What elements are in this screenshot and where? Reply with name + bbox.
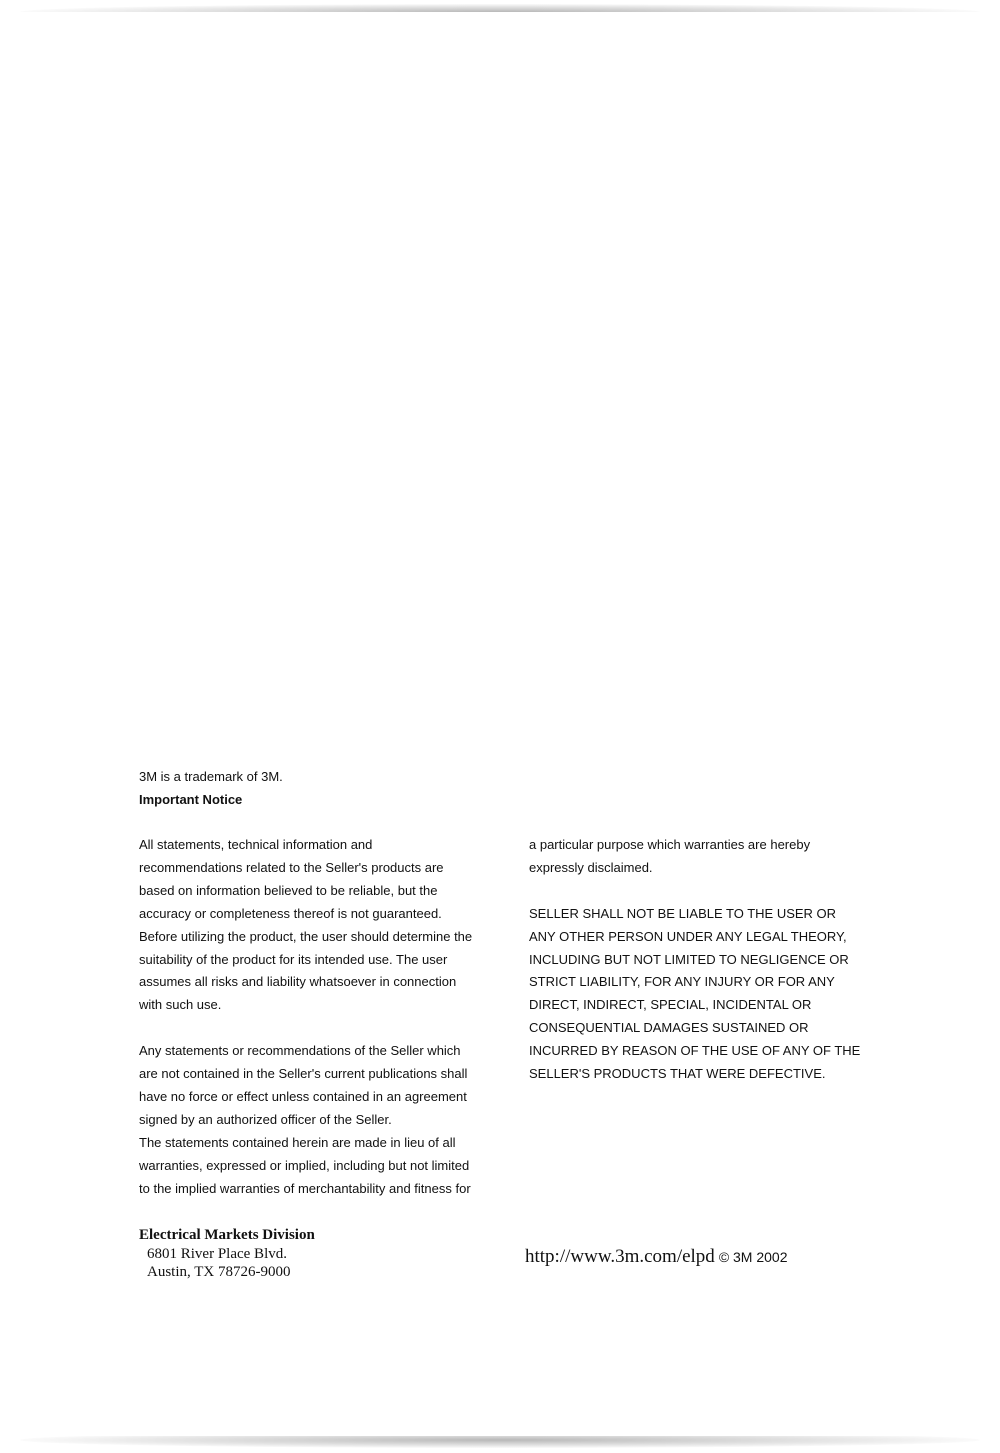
left-paragraph-2: Any statements or recommendations of the Seller which are not contained in the Seller's current publications shall have no force or effect unless contained in an agreement signed by an authorized officer of the Seller. bbox=[139, 1043, 468, 1127]
right-paragraph-1: a particular purpose which warranties are hereby expressly disclaimed. bbox=[529, 837, 811, 875]
address-street: 6801 River Place Blvd. bbox=[147, 1246, 287, 1262]
division-name: Electrical Markets Division bbox=[139, 1227, 315, 1243]
trademark-text: 3M is a trademark of 3M. bbox=[139, 769, 283, 784]
copyright-text: © 3M 2002 bbox=[718, 1249, 788, 1265]
address-city: Austin, TX 78726-9000 bbox=[147, 1264, 291, 1280]
footer bbox=[525, 1246, 788, 1268]
left-paragraph-1: All statements, technical information and recommendations related to the Seller's products are based on information believed to be reliable, but the accuracy or completeness thereof is not guaranteed. Before utilizing the product, the user should determine the suitability of the product for its intended use. The user assumes all risks and liability whatsoever in connection with such use. bbox=[139, 837, 473, 1013]
left-column bbox=[139, 834, 484, 1200]
website-link[interactable]: http://www.3m.com/elpd bbox=[525, 1246, 715, 1267]
left-paragraph-3: The statements contained herein are made in lieu of all warranties, expressed or implied, including but not limited to the implied warranties of merchantability and fitness for bbox=[139, 1134, 471, 1196]
right-paragraph-2: SELLER SHALL NOT BE LIABLE TO THE USER OR ANY OTHER PERSON UNDER ANY LEGAL THEORY, INCLUDING BUT NOT LIMITED TO NEGLIGENCE OR STRICT LIABILITY, FOR ANY INJURY OR FOR ANY DIRECT, INDIRECT, SPECIAL, INCIDENTAL OR CONSEQUENTIAL DAMAGES SUSTAINED OR INCURRED BY REASON OF THE USE OF ANY OF THE SELLER'S PRODUCTS THAT WERE DEFECTIVE. bbox=[529, 905, 861, 1082]
notice-heading: Important Notice bbox=[139, 792, 243, 807]
right-column bbox=[529, 834, 874, 1086]
document-page bbox=[14, 12, 986, 1436]
